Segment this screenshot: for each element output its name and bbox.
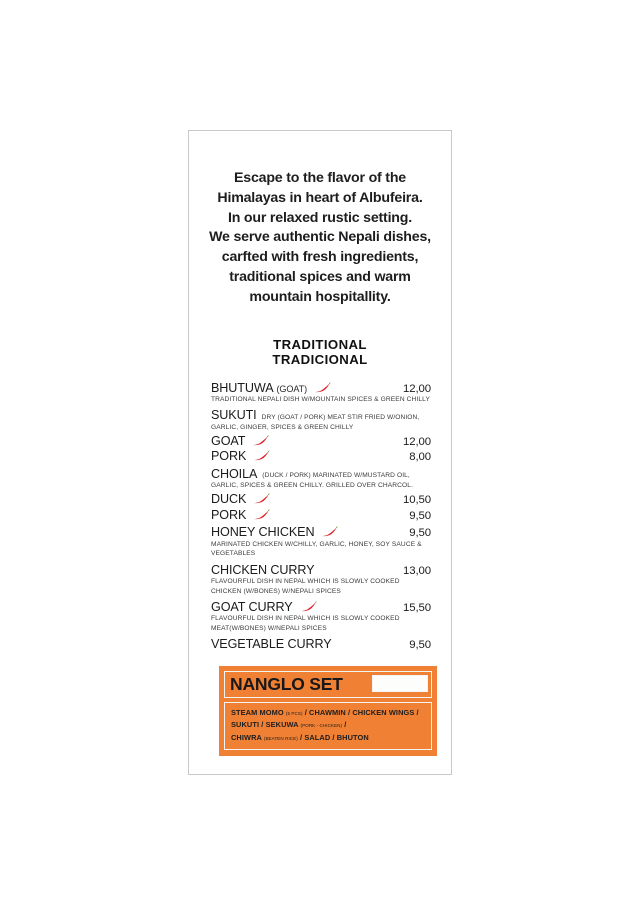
description-line: CHICKEN (W/BONES) W/NEPALI SPICES <box>211 587 341 595</box>
description-line: FLAVOURFUL DISH IN NEPAL WHICH IS SLOWLY COOKED <box>211 615 400 623</box>
menu-item-label-group <box>211 563 395 577</box>
menu-item-row <box>211 525 431 539</box>
nanglo-set-header <box>224 671 432 698</box>
menu-item[interactable] <box>211 467 431 522</box>
nanglo-set-line <box>231 707 426 719</box>
menu-item[interactable] <box>211 381 431 405</box>
chilli-pepper-icon <box>253 450 270 461</box>
intro-line: mountain hospitallity. <box>249 288 391 305</box>
chilli-pepper-icon <box>253 493 270 504</box>
nanglo-line-post: / CHAWMIN / CHICKEN WINGS / <box>302 707 419 717</box>
menu-item-row <box>211 600 431 614</box>
menu-item-price: 12,00 <box>402 382 431 395</box>
intro-line: Escape to the flavor of the <box>234 170 406 186</box>
nanglo-line-pre: STEAM MOMO <box>231 707 286 717</box>
nanglo-set-line <box>231 719 426 731</box>
intro-line: traditional spices and warm <box>229 268 411 285</box>
description-line: TRADITIONAL NEPALI DISH W/MOUNTAIN SPICES & GREEN CHILLY <box>211 396 430 404</box>
menu-item-price: 8,00 <box>409 451 431 464</box>
menu-item[interactable] <box>211 563 431 597</box>
menu-item-price: 15,50 <box>402 601 431 614</box>
menu-item-option-name: GOAT <box>211 433 246 448</box>
menu-item-description <box>211 423 431 433</box>
menu-item-label-group <box>211 434 395 448</box>
menu-item-name: GOAT CURRY <box>211 599 293 614</box>
menu-item-name: CHOILA <box>211 466 258 481</box>
menu-item-label-group <box>211 525 401 539</box>
menu-item-option-name: DUCK <box>211 492 247 507</box>
menu-item-option-row[interactable] <box>211 492 431 506</box>
menu-item-description <box>211 540 431 559</box>
menu-item-price: 12,00 <box>402 435 431 448</box>
menu-item-inline-description: (DUCK / PORK) MARINATED W/MUSTARD OIL, <box>262 472 410 480</box>
menu-item-label-group <box>211 492 395 506</box>
menu-item-label-group <box>211 600 395 614</box>
nanglo-set-panel[interactable] <box>219 666 437 756</box>
nanglo-set-line <box>231 732 426 744</box>
menu-item-option-name: PORK <box>211 449 247 464</box>
menu-item[interactable] <box>211 600 431 634</box>
chilli-pepper-icon <box>300 601 317 612</box>
menu-item-option-name: PORK <box>211 507 247 522</box>
nanglo-set-contents <box>224 702 432 750</box>
nanglo-line-pre: CHIWRA <box>231 732 264 742</box>
menu-item[interactable] <box>211 637 431 651</box>
nanglo-line-pre: SUKUTI / SEKUWA <box>231 720 301 730</box>
menu-item-name: BHUTUWA <box>211 380 274 395</box>
chilli-pepper-icon <box>253 509 270 520</box>
chilli-pepper-icon <box>321 526 338 537</box>
menu-item-name: VEGETABLE CURRY <box>211 636 332 651</box>
menu-item-row <box>211 467 431 481</box>
chilli-pepper-icon <box>314 382 331 393</box>
menu-item-name: SUKUTI <box>211 408 257 423</box>
menu-item-name: HONEY CHICKEN <box>211 525 315 540</box>
intro-line: carfted with fresh ingredients, <box>221 249 419 266</box>
menu-item-qualifier: (GOAT) <box>276 383 308 394</box>
menu-item-price: 9,50 <box>409 509 431 522</box>
menu-item-price: 10,50 <box>402 494 431 507</box>
nanglo-line-note: (5 PCS) <box>285 710 303 716</box>
menu-card <box>188 130 452 775</box>
menu-item-price: 13,00 <box>402 564 431 577</box>
menu-item-description <box>211 481 431 491</box>
chilli-pepper-icon <box>252 435 269 446</box>
menu-item-label-group <box>211 637 401 651</box>
nanglo-line-note: (BEATEN RICE) <box>263 735 298 741</box>
intro-headline <box>203 169 437 308</box>
description-line: MARINATED CHICKEN W/CHILLY, GARLIC, HONEY, SOY SAUCE & VEGETABLES <box>211 540 422 558</box>
menu-item-label-group <box>211 467 431 481</box>
menu-item-inline-description: DRY (GOAT / PORK) MEAT STIR FRIED W/ONION, <box>261 413 420 421</box>
nanglo-set-title: NANGLO SET <box>230 673 343 694</box>
section-heading-en: TRADITIONAL <box>273 336 367 352</box>
nanglo-line-post: / <box>342 720 347 730</box>
menu-item-list <box>211 381 431 651</box>
menu-item-option-row[interactable] <box>211 434 431 448</box>
menu-item-row <box>211 408 431 422</box>
menu-item-option-row[interactable] <box>211 449 431 463</box>
menu-item-description <box>211 395 431 405</box>
menu-item-label-group <box>211 381 395 395</box>
intro-line: We serve authentic Nepali dishes, <box>209 229 431 246</box>
menu-item-price: 9,50 <box>409 527 431 540</box>
nanglo-line-note: (PORK - CHICKEN) <box>300 723 343 729</box>
intro-line: Himalayas in heart of Albufeira. <box>217 189 423 206</box>
description-line: FLAVOURFUL DISH IN NEPAL WHICH IS SLOWLY COOKED <box>211 578 400 586</box>
menu-item-label-group <box>211 449 401 463</box>
menu-item-row <box>211 381 431 395</box>
menu-item-option-row[interactable] <box>211 508 431 522</box>
menu-item[interactable] <box>211 525 431 559</box>
description-line: MEAT(W/BONES) W/NEPALI SPICES <box>211 624 327 632</box>
section-heading <box>189 337 451 368</box>
menu-item-row <box>211 637 431 651</box>
nanglo-set-price-box[interactable] <box>372 675 428 692</box>
nanglo-line-post: / SALAD / BHUTON <box>297 732 369 742</box>
section-heading-pt: TRADICIONAL <box>272 352 368 368</box>
menu-item-label-group <box>211 408 431 422</box>
menu-item-description <box>211 614 431 633</box>
menu-item[interactable] <box>211 408 431 463</box>
description-line: GARLIC, GINGER, SPICES & GREEN CHILLY <box>211 423 354 431</box>
menu-item-row <box>211 563 431 577</box>
description-line: GARLIC, SPICES & GREEN CHILLY. GRILLED OVER CHARCOL. <box>211 482 414 490</box>
menu-item-price: 9,50 <box>409 638 431 651</box>
menu-item-description <box>211 577 431 596</box>
intro-line: In our relaxed rustic setting. <box>227 209 412 226</box>
menu-item-name: CHICKEN CURRY <box>211 562 315 577</box>
menu-item-label-group <box>211 508 401 522</box>
